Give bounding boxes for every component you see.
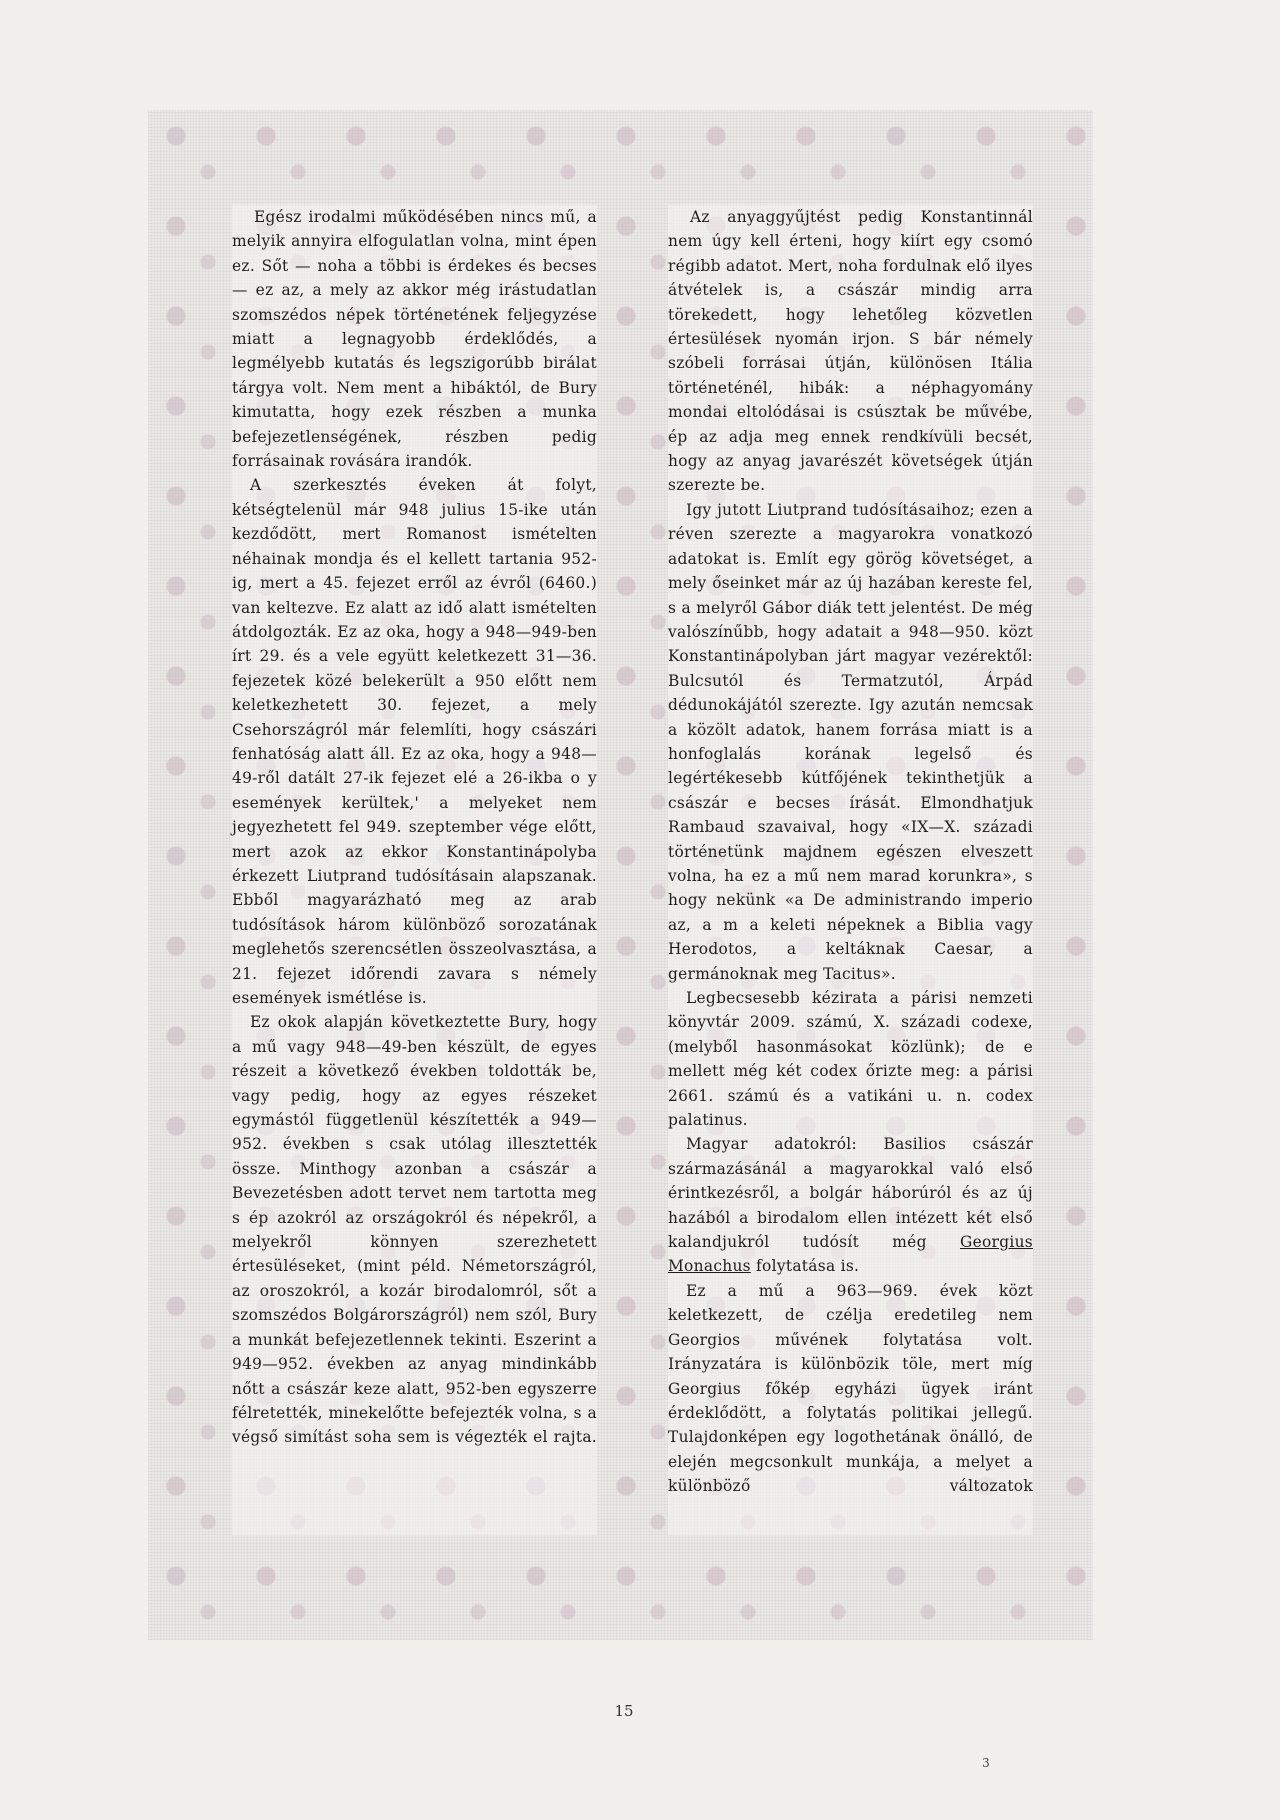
paragraph: Ez okok alapján következtette Bury, hogy a mű vagy 948—49-ben készült, de egyes részeit a következő években toldották be, vagy pedig, hogy az egyes részeket egymástól függetlenül készítették a 949—952. években s csak utólag illesztették össze. Minthogy azonban a császár a Bevezetésben adott tervet nem tartotta meg s ép azokról az országokról és népekről, a melyekről könnyen szerezhetett értesüléseket, (mint péld. Németországról, az oroszokról, a kozár birodalomról, sőt a szomszédos Bolgárországról) nem szól, Bury a munkát befejezetlennek tekinti. Eszerint a 949—952. években az anyag mindinkább nőtt a császár keze alatt, 952-ben egyszerre félretették, minekelőtte befejezték volna, s a végső simítást soha sem is végezték el rajta. bbox=[232, 1013, 597, 1447]
paragraph-text: Magyar adatokról: Basilios császár származásánál a magyarokkal való első érintkezésről, a bolgár háborúról és az új hazából a birodalom ellen intézett két első kalandjukról tudósít még bbox=[668, 1135, 1033, 1252]
paragraph-tail: folytatása is. bbox=[750, 1257, 860, 1276]
page-number: 15 bbox=[614, 1702, 634, 1720]
paragraph: Igy jutott Liutprand tudósításaihoz; ezen a réven szerezte a magyarokra vonatkozó adatokat is. Említ egy görög követséget, a mely őseinket már az új hazában kereste fel, s a melyről Gábor diák tett jelentést. De még valószínűbb, hogy adatait a 948—950. közt Konstantinápolyban járt magyar vezérektől: Bulcsutól és Termatzutól, Árpád dédunokájától szerezte. Igy azután nemcsak a közölt adatok, hanem forrása miatt is a honfoglalás korának legelső és legértékesebb kútfőjének tekinthetjük a császár e becses írását. Elmondhatjuk Rambaud szavaival, hogy «IX—X. századi történetünk majdnem egészen elveszett volna, ha ez a mű nem marad korunkra», s hogy nekünk «a De administrando imperio az, a m a keleti népeknek a Biblia vagy Herodotos, a keltáknak Caesar, a germánoknak meg Tacitus». bbox=[668, 500, 1033, 983]
paragraph bbox=[668, 1132, 1033, 1278]
georgius-monachus-reference: Georgius Monachus bbox=[668, 1233, 1033, 1276]
sheet-number: 3 bbox=[982, 1756, 990, 1770]
paragraph: Egész irodalmi működésében nincs mű, a melyik annyira elfogulatlan volna, mint épen ez. Sőt — noha a többi is érdekes és becses — ez az, a mely az akkor még irástudatlan szomszédos népek történetének feljegyzése miatt a legnagyobb érdeklődés, a legmélyebb kutatás és legszigorúbb birálat tárgya volt. Nem ment a hibáktól, de Bury kimutatta, hogy ezek részben a munka befejezetlenségének, részben pedig forrásainak rovására irandók. bbox=[232, 208, 597, 471]
paragraph: Ez a mű a 963—969. évek közt keletkezett, de czélja eredetileg nem Georgios művének folytatása volt. Irányzatára is különbözik töle, mert míg Georgius főkép egyházi ügyek iránt érdeklődött, a folytatás politikai jellegű. Tulajdonképen egy logothetának önálló, de elején megcsonkult munkája, a melyet a különböző változatok bbox=[668, 1281, 1033, 1496]
paragraph: Az anyaggyűjtést pedig Konstantinnál nem úgy kell érteni, hogy kiírt egy csomó régibb adatot. Mert, noha fordulnak elő ilyes átvételek is, a császár mindig arra törekedett, hogy lehetőleg közvetlen értesülések nyomán irjon. S bár némely szóbeli forrásai útján, különösen Itália történeténél, hibák: a néphagyomány mondai eltolódásai is csúsztak be művébe, ép az adja meg ennek rendkívüli becsét, hogy az anyag javarészét követségek útján szerezte be. bbox=[668, 208, 1033, 495]
paragraph: A szerkesztés éveken át folyt, kétségtelenül már 948 julius 15-ike után kezdődött, mert Romanost ismételten néhainak mondja és el kellett tartania 952-ig, mert a 45. fejezet erről az évről (6460.) van keltezve. Ez alatt az idő alatt ismételten átdolgozták. Ez az oka, hogy a 948—949-ben írt 29. és a vele együtt keletkezett 31—36. fejezetek közé belekerült a 950 előtt nem keletkezhetett 30. fejezet, a mely Csehországról már felemlíti, hogy császári fenhatóság alatt áll. Ez az oka, hogy a 948—49-ről datált 27-ik fejezet elé a 26-ikba o y események kerültek,' a melyeket nem jegyezhetett fel 949. szeptember vége előtt, mert azok az ekkor Konstantinápolyba érkezett Liutprand tudósításain alapszanak. Ebből magyarázható meg az arab tudósítások három különböző sorozatának meglehetős szerencsétlen összeolvasztása, a 21. fejezet időrendi zavara s némely események ismétlése is. bbox=[232, 476, 597, 1007]
right-text-column bbox=[668, 205, 1033, 1535]
paragraph: Legbecsesebb kézirata a párisi nemzeti könyvtár 2009. számú, X. századi codexe, (melyből hasonmásokat közlünk); de e mellett még két codex őrizte meg: a párisi 2661. számú és a vatikáni u. n. codex palatinus. bbox=[668, 989, 1033, 1130]
left-text-column bbox=[232, 205, 597, 1535]
